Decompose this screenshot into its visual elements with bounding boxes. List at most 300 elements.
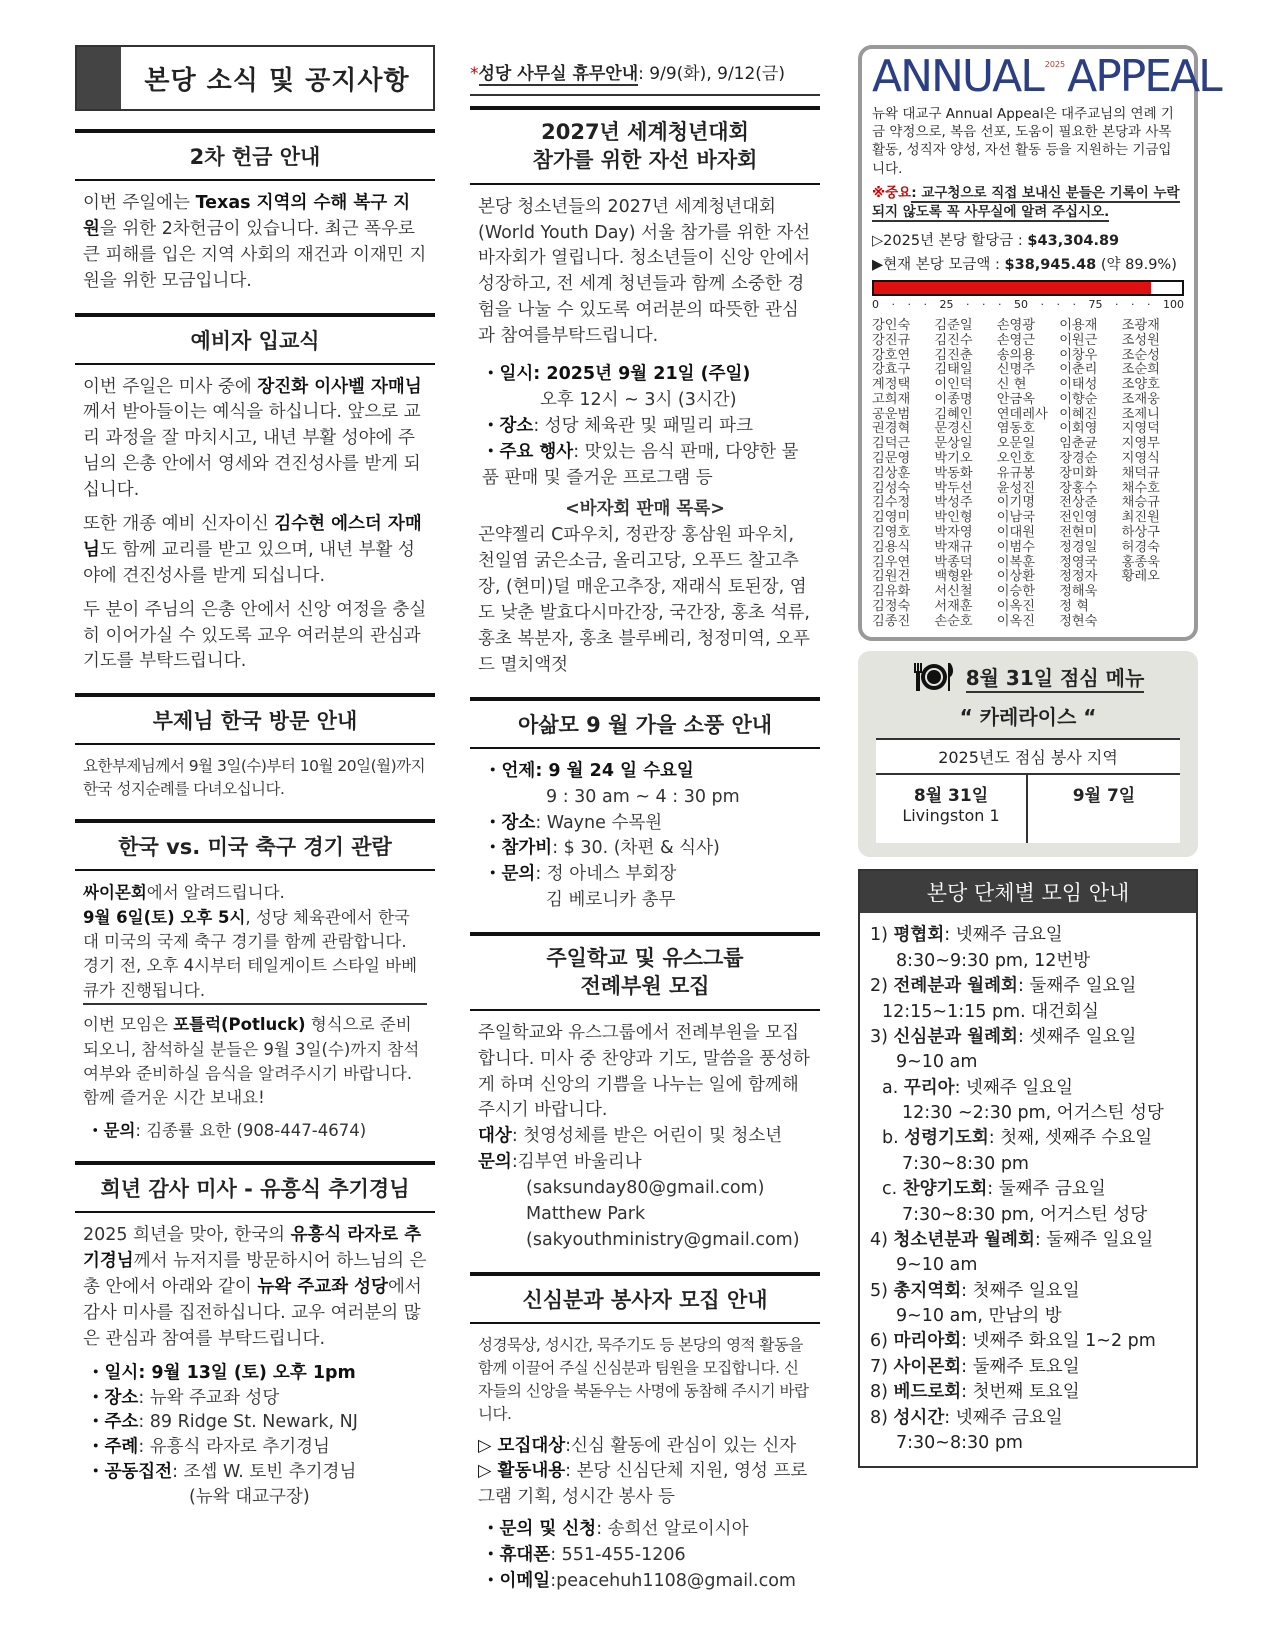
- donor-name: 김상훈: [872, 465, 911, 481]
- second-collection-body: [75, 181, 435, 295]
- meeting-schedule: 7:30~8:30 pm: [896, 1432, 1023, 1453]
- section-title-catechumen: 예비자 입교식: [75, 313, 435, 365]
- left-column: [75, 45, 435, 1510]
- bold-text: 장진화 이사벨 자매님: [257, 376, 422, 397]
- note-text: : 교구청으로 직접 보내신 분들은 기록이 누락되지 않도록 꼭 사무실에 알려 주십시오.: [872, 184, 1180, 221]
- office-label: 성당 사무실 휴무안내: [478, 64, 639, 84]
- date-label: ・일시: 2025년 9월 21일 (주일): [482, 364, 751, 385]
- meeting-group-name: 청소년분과 월례회: [893, 1229, 1035, 1250]
- donor-name: 이대원: [996, 524, 1036, 540]
- donor-name: 박인형: [934, 510, 973, 526]
- meeting-line: [870, 1279, 1186, 1304]
- meeting-line: [870, 1203, 1186, 1228]
- donor-name: 김태일: [934, 362, 973, 378]
- meeting-schedule: 9~10 am: [896, 1255, 978, 1276]
- event-label: ・주요 행사: [482, 441, 574, 462]
- item-label: ・일시: [87, 1362, 139, 1383]
- meeting-line: [870, 949, 1186, 974]
- donor-name: 장경순: [1059, 451, 1098, 467]
- main-title-box: [75, 45, 435, 111]
- annual-appeal-box: [858, 45, 1221, 641]
- donor-name: 이용재: [1059, 318, 1098, 333]
- donor-name: 염동호: [996, 421, 1036, 437]
- donor-name: 전인영: [1059, 510, 1098, 526]
- raised-percent: (약 89.9%): [1100, 257, 1177, 273]
- ask-value: 김 베로니카 총무: [546, 890, 676, 911]
- donor-name: 최진원: [1121, 510, 1160, 526]
- donor-name: 지영덕: [1121, 421, 1160, 437]
- donor-name: 전현미: [1059, 524, 1098, 540]
- progress-tick: 75: [1088, 298, 1103, 311]
- donor-name: 이인덕: [934, 377, 973, 393]
- lunch-menu-item: “ 카레라이스 “: [959, 705, 1097, 730]
- email[interactable]: (saksunday80@gmail.com): [526, 1178, 765, 1199]
- meeting-line: [870, 1355, 1186, 1380]
- text: 에서 알려드립니다.: [146, 883, 285, 903]
- ask-label: 문의: [478, 1152, 512, 1173]
- email[interactable]: (sakyouthministry@gmail.com): [526, 1229, 800, 1250]
- text: 주일학교와 유스그룹에서 전례부원을 모집합니다. 미사 중 찬양과 기도, 말씀을 풍성하게 하며 신앙의 기쁨을 나누는 일에 함께해 주시기 바랍니다.: [478, 1022, 810, 1121]
- donor-name: 김문영: [872, 451, 911, 467]
- section-title-jubilee-mass: 희년 감사 미사 - 유흥식 추기경님: [75, 1161, 435, 1213]
- when-time: 9 : 30 am ~ 4 : 30 pm: [546, 786, 740, 807]
- section-title-picnic: 아삶모 9 월 가을 소풍 안내: [470, 697, 820, 749]
- office-dates: : 9/9(화), 9/12(금): [638, 64, 785, 84]
- donor-name: 공운범: [872, 406, 911, 422]
- progress-tick: ·: [982, 298, 986, 311]
- donor-name: 이옥진: [996, 613, 1036, 629]
- donor-name: 김우연: [872, 554, 911, 570]
- meeting-group-name: 꾸리아: [903, 1077, 955, 1098]
- meeting-schedule: : 둘째주 일요일: [1034, 1229, 1154, 1250]
- annual-appeal-logo: [872, 51, 1221, 102]
- logo-year: 2025: [1044, 60, 1066, 69]
- place-label: ・장소: [482, 415, 534, 436]
- table-row: [876, 775, 1180, 843]
- when-value: : 9 월 24 일 수요일: [535, 760, 694, 781]
- donor-name: 송의용: [996, 347, 1036, 363]
- meeting-line: [870, 1253, 1186, 1278]
- title-line: 주일학교 및 유스그룹: [546, 946, 744, 971]
- deacon-visit-body: [75, 745, 435, 801]
- devotion-volunteers-body: [470, 1324, 820, 1595]
- catechumen-body: [75, 365, 435, 676]
- bold-text: 김수현 에스더 자매님: [83, 514, 422, 560]
- appeal-progress-bar: [872, 280, 1184, 296]
- email-value[interactable]: :peacehuh1108@gmail.com: [550, 1570, 796, 1591]
- meeting-schedule: 9~10 am: [896, 1052, 978, 1073]
- progress-tick: ·: [891, 298, 895, 311]
- item-label: ・주례: [87, 1437, 139, 1458]
- text: 형식으로 준비되오니, 참석하실 분들은 9월 3일(수)까지 참석 여부와 준비하실 음식을 알려주시기 바랍니다. 함께 즐거운 시간 보내요!: [83, 1015, 420, 1108]
- logo-word: APPEAL: [1067, 51, 1221, 102]
- progress-tick: ·: [998, 298, 1002, 311]
- progress-tick: 0: [872, 298, 879, 311]
- meeting-schedule: 7:30~8:30 pm: [902, 1153, 1029, 1174]
- meeting-schedule: : 넷째주 금요일: [944, 925, 1063, 946]
- meeting-line: [870, 1050, 1186, 1075]
- donor-name: 이남국: [996, 510, 1036, 526]
- donor-name: 계정택: [872, 377, 911, 393]
- donor-name: 이종명: [934, 391, 973, 407]
- donor-name: 김혜인: [934, 406, 973, 422]
- phone-label: ・휴대폰: [482, 1545, 551, 1566]
- progress-fill: [874, 282, 1151, 294]
- progress-tick: ·: [1115, 298, 1119, 311]
- text: 이번 모임은: [83, 1015, 174, 1035]
- meeting-line: [870, 1025, 1186, 1050]
- service-date: 8월 31일: [913, 786, 989, 807]
- text: 성경묵상, 성시간, 묵주기도 등 본당의 영적 활동을 함께 이끌어 주실 신심분과 팀원을 모집합니다. 신자들의 신앙을 북돋우는 사명에 동참해 주시기 바랍니다.: [478, 1335, 809, 1423]
- meeting-group-name: 사이몬회: [893, 1356, 962, 1377]
- donor-name: 이승한: [996, 584, 1036, 600]
- meeting-group-name: 전례분과 월례회: [893, 976, 1018, 997]
- donor-name: 조순성: [1121, 347, 1160, 363]
- donor-name: 정해욱: [1059, 584, 1098, 600]
- list-item: [87, 1386, 427, 1411]
- donor-name: 강진규: [872, 332, 911, 348]
- title-line: 2027년 세계청년대회: [541, 120, 749, 144]
- right-column: [858, 45, 1221, 1468]
- donor-name: 조순희: [1121, 362, 1160, 378]
- altar-servers-body: [470, 1011, 820, 1254]
- bold-text: Texas 지역의 수해 복구 지원: [83, 193, 411, 239]
- donor-name: 이회영: [1059, 421, 1098, 437]
- bold-text: 싸이몬회: [83, 883, 147, 903]
- meeting-number: 8): [870, 1407, 894, 1428]
- progress-tick: ·: [1147, 298, 1151, 311]
- group-meetings-box: [858, 869, 1198, 1468]
- text: 또한 개종 예비 신자이신: [83, 514, 275, 535]
- donor-name: 조양호: [1121, 377, 1160, 393]
- main-title: 본당 소식 및 공지사항: [144, 65, 410, 96]
- donor-name: 김유화: [872, 584, 911, 600]
- text: , 성당 체육관에서 한국 대 미국의 국제 축구 경기를 함께 관람합니다. 경기 전, 오후 4시부터 테일게이트 스타일 바베큐가 진행됩니다.: [83, 907, 418, 1000]
- meeting-number: 5): [870, 1280, 894, 1301]
- donor-name: 이원근: [1059, 332, 1098, 348]
- utensils-icon: [912, 661, 956, 693]
- meeting-schedule: : 넷째주 금요일: [944, 1407, 1063, 1428]
- item-value: : 뉴왁 주교좌 성당: [138, 1387, 280, 1408]
- text: 두 분이 주님의 은총 안에서 신앙 여정을 충실히 이어가실 수 있도록 교우 여러분의 관심과 기도를 부탁드립니다.: [83, 599, 427, 672]
- section-title-devotion-volunteers: 신심분과 봉사자 모집 안내: [470, 1272, 820, 1324]
- meeting-line: [870, 1380, 1186, 1405]
- meeting-line: [870, 1406, 1186, 1431]
- meeting-line: [870, 1304, 1186, 1329]
- donor-name: 정현숙: [1059, 613, 1098, 629]
- donor-name: 손영광: [996, 318, 1036, 333]
- progress-tick: ·: [1131, 298, 1135, 311]
- donor-name: 문상일: [934, 436, 973, 452]
- text: 본당 청소년들의 2027년 세계청년대회(World Youth Day) 서울 참가를 위한 자선 바자회가 열립니다. 청소년들이 신앙 안에서 성장하고, 전 세계 청년들과 함께 소중한 경험을 나눌 수 있도록 여러분의 따뜻한 관심과 참여를부탁드립니다.: [478, 196, 811, 347]
- meeting-schedule: : 셋째주 일요일: [1017, 1026, 1137, 1047]
- donor-name: 박재규: [934, 539, 973, 555]
- donor-name: 정정자: [1059, 569, 1098, 585]
- apply-label: ・문의 및 신청: [482, 1519, 597, 1540]
- fee-value: : $ 30. (차편 & 식사): [552, 838, 720, 859]
- meeting-schedule: : 둘째주 일요일: [1017, 976, 1137, 997]
- donor-name: 김진수: [934, 332, 973, 348]
- meeting-group-name: 찬양기도회: [902, 1179, 988, 1200]
- meeting-number: 1): [870, 925, 894, 946]
- donor-name: 김성숙: [872, 480, 911, 496]
- donor-name: 강인숙: [872, 318, 911, 333]
- meeting-schedule: : 둘째주 금요일: [987, 1179, 1106, 1200]
- meeting-number: 2): [870, 976, 894, 997]
- picnic-body: [470, 749, 820, 914]
- meeting-group-name: 마리아회: [893, 1331, 962, 1352]
- donor-name: 지영무: [1121, 436, 1160, 452]
- meeting-schedule: : 넷째주 일요일: [954, 1077, 1074, 1098]
- item-value: : 조셉 W. 토빈 추기경님: [172, 1462, 357, 1483]
- donor-name: 서재훈: [934, 598, 973, 614]
- meeting-line: [870, 1101, 1186, 1126]
- donor-name: 서신철: [934, 584, 973, 600]
- list-item: [87, 1460, 427, 1485]
- event-value: : 맛있는 음식 판매, 다양한 물품 판매 및 즐거운 프로그램 등: [482, 441, 799, 488]
- donor-name: 신 현: [996, 377, 1027, 393]
- donor-name: 지영식: [1121, 451, 1160, 467]
- meeting-line: [870, 1177, 1186, 1202]
- soccer-body: [75, 871, 435, 1143]
- progress-tick: 50: [1014, 298, 1028, 311]
- donor-name: 이태성: [1059, 377, 1098, 393]
- meeting-number: b.: [882, 1128, 905, 1149]
- donor-name: 강효구: [872, 362, 911, 378]
- donor-name: 이범수: [996, 539, 1036, 555]
- donor-name: 이상환: [996, 569, 1036, 585]
- meeting-schedule: : 첫째, 셋째주 수요일: [988, 1128, 1153, 1149]
- progress-tick: ·: [1040, 298, 1044, 311]
- list-item: [87, 1361, 427, 1386]
- target-value: : 첫영성체를 받은 어린이 및 청소년: [511, 1126, 783, 1147]
- donor-column: [997, 319, 1059, 629]
- meeting-line: [870, 1076, 1186, 1101]
- donor-name: 강호연: [872, 347, 911, 363]
- table-cell: [876, 775, 1028, 843]
- meeting-group-name: 베드로회: [893, 1382, 962, 1403]
- donor-name: 김영호: [872, 524, 911, 540]
- donor-name: 김원건: [872, 569, 911, 585]
- donor-name: 박두선: [934, 480, 973, 496]
- group-meetings-title: 본당 단체별 모임 안내: [860, 871, 1196, 913]
- donor-name: 연데레사: [996, 406, 1048, 422]
- donor-name: 채승규: [1121, 495, 1160, 511]
- bold-text: 뉴왁 주교좌 성당: [257, 1277, 388, 1298]
- section-title-wyd-bazaar: [470, 106, 820, 185]
- activity-label: ▷ 활동내용: [478, 1461, 566, 1482]
- progress-tick: ·: [907, 298, 911, 311]
- donor-name: 황레오: [1121, 569, 1160, 585]
- middle-column: [470, 45, 820, 1595]
- progress-tick: 25: [939, 298, 954, 311]
- list-item-continued: (뉴왁 대교구장): [189, 1486, 310, 1507]
- donor-list: [872, 319, 1184, 629]
- goal-value: $43,304.89: [1027, 233, 1120, 249]
- item-label: ・주소: [87, 1412, 139, 1433]
- donor-name: 백형완: [934, 569, 973, 585]
- donor-name: 조성원: [1121, 332, 1160, 348]
- donor-name: 오문일: [996, 436, 1036, 452]
- bold-text: 9월 6일(토) 오후 5시: [83, 907, 246, 927]
- recruit-label: ▷ 모집대상: [478, 1435, 566, 1456]
- donor-column: [1059, 319, 1121, 629]
- section-title-soccer: 한국 vs. 미국 축구 경기 관람: [75, 819, 435, 871]
- apply-value: : 송희선 알로이시아: [596, 1519, 749, 1540]
- donor-name: 하상구: [1121, 524, 1160, 540]
- title-block-decoration: [77, 47, 121, 109]
- donor-name: 조제니: [1121, 406, 1160, 422]
- donor-column: [1122, 319, 1184, 629]
- donor-name: 이춘리: [1059, 362, 1098, 378]
- contact-value: : 김종률 요한 (908-447-4674): [135, 1120, 367, 1140]
- donor-name: 유규봉: [996, 465, 1036, 481]
- ask-label: ・문의: [484, 864, 536, 885]
- donor-name: 이혜진: [1059, 406, 1098, 422]
- asterisk: *: [470, 64, 479, 84]
- email-label: ・이메일: [482, 1570, 551, 1591]
- target-label: 대상: [478, 1126, 512, 1147]
- meeting-schedule: 9~10 am, 만남의 방: [896, 1306, 1062, 1327]
- donor-name: 정경일: [1059, 539, 1098, 555]
- donor-name: 장홍수: [1059, 480, 1098, 496]
- progress-ticks: [872, 298, 1184, 311]
- meeting-number: 4): [870, 1229, 894, 1250]
- donor-name: 문경신: [934, 421, 973, 437]
- donor-column: [934, 319, 996, 629]
- appeal-description: 뉴왁 대교구 Annual Appeal은 대주교님의 연례 기금 약정으로, 복음 선포, 도움이 필요한 본당과 사목 활동, 성직자 양성, 자선 활동 등을 지원하는 기금입니다.: [872, 106, 1174, 177]
- logo-word: ANNUAL: [872, 51, 1043, 102]
- meeting-line: [870, 1000, 1186, 1025]
- place-value: : Wayne 수목원: [535, 812, 663, 833]
- fee-label: ・참가비: [484, 838, 553, 859]
- text: 께서 뉴저지를 방문하시어 하느님의 은총 안에서 아래와 같이: [83, 1251, 427, 1298]
- item-value: : 유흥식 라자로 추기경님: [138, 1437, 330, 1458]
- phone-value: : 551-455-1206: [550, 1545, 686, 1566]
- ask-value: :김부연 바울리나: [511, 1152, 642, 1173]
- donor-name: 이옥진: [996, 598, 1036, 614]
- donor-name: 김정숙: [872, 598, 911, 614]
- service-area: Livingston 1: [902, 806, 1000, 826]
- sale-list-title: <바자회 판매 목록>: [565, 499, 725, 520]
- goal-label: ▷2025년 본당 할당금 :: [872, 233, 1028, 249]
- activity-value: : 본당 신심단체 지원, 영성 프로그램 기획, 성시간 봉사 등: [478, 1461, 808, 1508]
- sale-list: 곤약젤리 C파우치, 정관장 홍삼원 파우치, 천일염 굵은소금, 올리고당, 오푸드 찰고추장, (현미)덜 매운고추장, 재래식 토된장, 염도 낮춘 발효다시마간장, 국간장, 홍초 석류, 홍초 복분자, 홍초 블루베리, 청정미역, 오푸드 멸치액젓: [478, 525, 810, 675]
- meeting-schedule: 7:30~8:30 pm, 어거스틴 성당: [902, 1204, 1148, 1225]
- text: 께서 받아들이는 예식을 하십니다. 앞으로 교리 과정을 잘 마치시고, 내년 부활 성야에 주님의 은총 안에서 영세와 견진성사를 받게 되십니다.: [83, 402, 421, 501]
- donor-name: 윤성진: [996, 480, 1036, 496]
- meeting-schedule: : 넷째주 화요일 1~2 pm: [961, 1331, 1156, 1352]
- donor-name: 이향순: [1059, 391, 1098, 407]
- donor-name: 장미화: [1059, 465, 1098, 481]
- meeting-group-name: 평협회: [893, 925, 945, 946]
- donor-name: 조재웅: [1121, 391, 1160, 407]
- donor-name: 임춘균: [1059, 436, 1098, 452]
- donor-name: 조광재: [1121, 318, 1160, 333]
- donor-name: 김영미: [872, 510, 911, 526]
- meeting-number: c.: [882, 1179, 903, 1200]
- meeting-line: [870, 923, 1186, 948]
- meeting-group-name: 성시간: [893, 1407, 945, 1428]
- text: 이번 주일에는: [83, 193, 196, 213]
- lunch-title: 8월 31일 점심 메뉴: [966, 662, 1145, 693]
- meeting-schedule: : 첫째주 일요일: [961, 1280, 1080, 1301]
- section-title-deacon-visit: 부제님 한국 방문 안내: [75, 693, 435, 745]
- meeting-schedule: 8:30~9:30 pm, 12번방: [896, 950, 1091, 971]
- donor-name: 이복훈: [996, 554, 1036, 570]
- jubilee-mass-body: [75, 1213, 435, 1510]
- donor-column: [872, 319, 934, 629]
- date-time: 오후 12시 ~ 3시 (3시간): [540, 389, 737, 410]
- donor-name: 이기명: [996, 495, 1036, 511]
- donor-name: 박동화: [934, 465, 973, 481]
- donor-name: 손순호: [934, 613, 973, 629]
- donor-name: 오인호: [996, 451, 1036, 467]
- title-line: 참가를 위한 자선 바자회: [532, 148, 758, 173]
- wyd-bazaar-body: [470, 185, 820, 679]
- meeting-number: 7): [870, 1356, 894, 1377]
- table-cell: [1028, 775, 1180, 843]
- meeting-group-name: 성령기도회: [904, 1128, 989, 1149]
- progress-tick: ·: [966, 298, 970, 311]
- meeting-schedule: 12:15~1:15 pm. 대건회실: [882, 1001, 1099, 1022]
- when-label: ・언제: [484, 760, 536, 781]
- group-meetings-list: [860, 913, 1196, 1466]
- meeting-line: [870, 1431, 1186, 1456]
- donor-name: 홍종욱: [1121, 554, 1160, 570]
- item-label: ・장소: [87, 1387, 139, 1408]
- item-value: : 9월 13일 (토) 오후 1pm: [138, 1362, 356, 1383]
- contact-label: ・문의: [87, 1120, 136, 1140]
- lunch-title-row: [876, 661, 1180, 693]
- donor-name: 손영근: [996, 332, 1036, 348]
- service-date: 9월 7일: [1072, 786, 1136, 807]
- donor-name: 권경혁: [872, 421, 911, 437]
- section-title-altar-servers: [470, 932, 820, 1011]
- item-value: : 89 Ridge St. Newark, NJ: [138, 1412, 358, 1433]
- list-item: [87, 1410, 427, 1435]
- place-value: : 성당 체육관 및 패밀리 파크: [533, 415, 753, 436]
- bold-text: 포틀럭(Potluck): [173, 1015, 306, 1035]
- appeal-goal: [872, 229, 1184, 250]
- progress-tick: ·: [1056, 298, 1060, 311]
- donor-name: 신명주: [996, 362, 1036, 378]
- note-label: ※중요: [872, 184, 912, 201]
- donor-name: 이창우: [1059, 347, 1098, 363]
- meeting-group-name: 신심분과 월례회: [893, 1026, 1018, 1047]
- table-title: 2025년도 점심 봉사 지역: [876, 740, 1180, 775]
- meeting-schedule: : 둘째주 토요일: [961, 1356, 1080, 1377]
- donor-name: 박종덕: [934, 554, 973, 570]
- raised-label: ▶현재 본당 모금액 :: [872, 257, 1005, 273]
- meeting-number: 6): [870, 1331, 894, 1352]
- donor-name: 김수정: [872, 495, 911, 511]
- donor-name: 정영국: [1059, 554, 1098, 570]
- text: 요한부제님께서 9월 3일(수)부터 10월 20일(월)까지 한국 성지순례를 다녀오십니다.: [83, 757, 426, 799]
- meeting-line: [870, 974, 1186, 999]
- progress-tick: ·: [1072, 298, 1076, 311]
- donor-name: 박기오: [934, 451, 973, 467]
- donor-name: 안금옥: [996, 391, 1036, 407]
- meeting-schedule: 12:30 ~2:30 pm, 어거스틴 성당: [902, 1103, 1164, 1124]
- lunch-menu-box: [858, 651, 1198, 857]
- donor-name: 허경숙: [1121, 539, 1160, 555]
- meeting-schedule: : 첫번째 토요일: [961, 1382, 1080, 1403]
- text: 이번 주일은 미사 중에: [83, 376, 258, 397]
- donor-name: 김용식: [872, 539, 911, 555]
- recruit-value: :신심 활동에 관심이 있는 신자: [565, 1435, 797, 1456]
- bold-text: 유흥식 라자로 추기경님: [83, 1225, 422, 1272]
